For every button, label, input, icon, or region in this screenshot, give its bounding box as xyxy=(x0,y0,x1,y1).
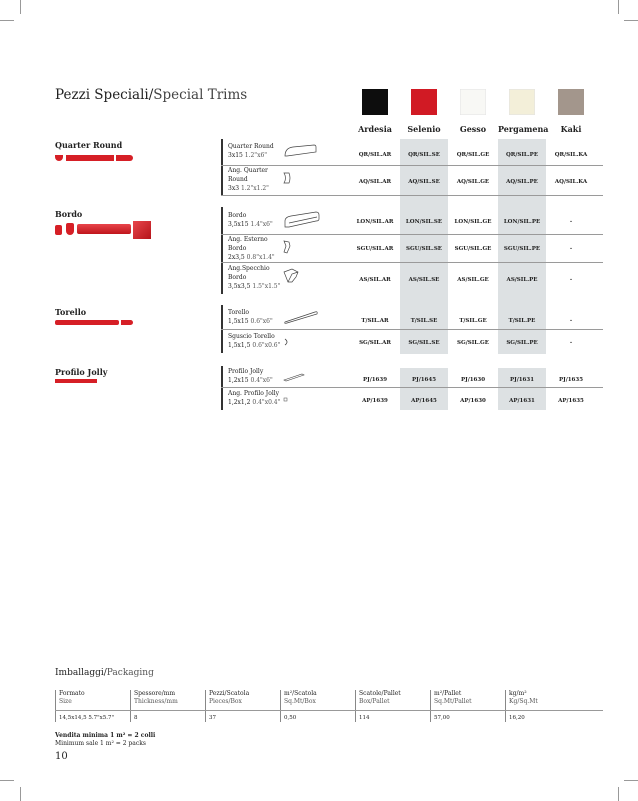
product-ang-specchio-bordo xyxy=(228,264,283,291)
product-code: SG/SIL.PE xyxy=(506,340,538,346)
quarter-round-image xyxy=(66,155,114,161)
sguscio-torello-image xyxy=(121,320,133,325)
product-code: QR/SIL.AR xyxy=(358,152,392,158)
bordo-angle-image xyxy=(66,223,74,235)
row-separator xyxy=(221,262,603,263)
product-name: Quarter Round xyxy=(228,143,274,150)
packaging-title-light: Packaging xyxy=(106,668,154,678)
crop-mark xyxy=(20,787,21,801)
product-name: Ang. Esterno Bordo xyxy=(228,236,268,252)
packaging-column-header xyxy=(434,690,472,706)
section-bordo: Bordo xyxy=(55,209,83,219)
product-ang-quarter-round xyxy=(228,166,283,193)
color-header-gesso: Gesso xyxy=(459,124,487,134)
bordo-mirror-angle-image xyxy=(133,221,151,239)
packaging-value: 37 xyxy=(209,715,216,721)
minimum-sale-note xyxy=(55,732,155,748)
product-code: AQ/SIL.AR xyxy=(358,179,392,185)
packaging-value: 114 xyxy=(359,715,370,721)
packaging-column-header xyxy=(359,690,401,706)
product-code: AS/SIL.GE xyxy=(457,277,489,283)
packaging-column-header xyxy=(59,690,85,706)
packaging-value: 8 xyxy=(134,715,138,721)
swatch-ardesia xyxy=(362,89,388,115)
title-light: Special Trims xyxy=(153,87,248,103)
header-english: Sq.Mt/Box xyxy=(284,698,316,705)
product-code: LON/SIL.AR xyxy=(356,219,394,225)
ang-esterno-bordo-drawing xyxy=(282,240,292,254)
packaging-column-header xyxy=(134,690,178,706)
group-bar-bordo xyxy=(221,207,223,294)
product-code: LON/SIL.PE xyxy=(503,219,541,225)
crop-mark xyxy=(624,20,638,21)
product-ang-profilo-jolly xyxy=(228,389,280,407)
quarter-round-drawing xyxy=(283,144,317,158)
title-bold: Pezzi Speciali/ xyxy=(55,87,154,103)
bordo-corner-image xyxy=(55,225,62,235)
section-profilo-jolly: Profilo Jolly xyxy=(55,367,108,377)
packaging-column-separator xyxy=(55,690,56,722)
product-quarter-round xyxy=(228,142,274,160)
product-name: Ang. Quarter Round xyxy=(228,167,268,183)
product-bordo xyxy=(228,211,273,229)
color-header-pergamena: Pergamena xyxy=(498,124,549,134)
product-ang-esterno-bordo xyxy=(228,235,283,262)
ang-specchio-bordo-drawing xyxy=(283,268,299,284)
product-code: SG/SIL.GE xyxy=(457,340,489,346)
page-number: 10 xyxy=(55,751,68,762)
packaging-value: 0,50 xyxy=(284,715,297,721)
packaging-column-header xyxy=(284,690,317,706)
packaging-column-separator xyxy=(280,690,281,722)
product-name: Torello xyxy=(228,309,250,316)
product-size: 2x3,5 xyxy=(228,254,245,261)
product-code: AS/SIL.PE xyxy=(506,277,538,283)
header-italian: Pezzi/Scatola xyxy=(209,690,250,697)
packaging-column-separator xyxy=(430,690,431,722)
header-english: Box/Pallet xyxy=(359,698,390,705)
product-code: SGU/SIL.PE xyxy=(503,246,541,252)
product-code: AQ/SIL.PE xyxy=(506,179,538,185)
product-dim: 1.5"x1.5" xyxy=(252,283,281,290)
product-name: Profilo Jolly xyxy=(228,368,264,375)
product-code: PJ/1635 xyxy=(558,377,584,383)
product-profilo-jolly xyxy=(228,367,273,385)
color-header-selenio: Selenio xyxy=(407,124,441,134)
profilo-jolly-drawing xyxy=(283,372,305,382)
product-code: - xyxy=(569,277,573,283)
product-dim: 0.6"x6" xyxy=(250,318,273,325)
group-bar-profilo-jolly xyxy=(221,366,223,410)
product-size: 3x3 xyxy=(228,185,240,192)
row-separator xyxy=(221,329,603,330)
row-separator xyxy=(221,195,603,196)
section-quarter-round: Quarter Round xyxy=(55,140,123,150)
packaging-title-bold: Imballaggi/ xyxy=(55,668,107,678)
packaging-value: 57,00 xyxy=(434,715,450,721)
product-code: QR/SIL.SE xyxy=(408,152,440,158)
product-dim: 1.4"x6" xyxy=(250,221,273,228)
packaging-title xyxy=(55,668,154,678)
product-code: - xyxy=(569,318,573,324)
product-code: AQ/SIL.SE xyxy=(408,179,440,185)
product-code: AP/1645 xyxy=(411,398,437,404)
product-code: PJ/1631 xyxy=(509,377,535,383)
header-italian: kg/m² xyxy=(509,690,527,697)
packaging-value: 14,5x14,5 5.7"x5.7" xyxy=(59,715,114,721)
quarter-round-end-image xyxy=(116,155,133,161)
product-code: SG/SIL.AR xyxy=(359,340,391,346)
product-code: LON/SIL.SE xyxy=(405,219,443,225)
header-italian: m²/Scatola xyxy=(284,690,317,697)
product-code: SGU/SIL.AR xyxy=(356,246,394,252)
product-name: Ang.Specchio Bordo xyxy=(228,265,270,281)
product-code: SGU/SIL.SE xyxy=(406,246,442,252)
product-dim: 0.4"x6" xyxy=(250,377,273,384)
product-code: T/SIL.GE xyxy=(459,318,487,324)
product-size: 3,5x3,5 xyxy=(228,283,251,290)
header-english: Kg/Sq.Mt xyxy=(509,698,538,705)
product-code: AP/1630 xyxy=(460,398,486,404)
product-code: T/SIL.PE xyxy=(508,318,536,324)
crop-mark xyxy=(624,780,638,781)
product-code: SG/SIL.SE xyxy=(408,340,440,346)
header-english: Sq.Mt/Pallet xyxy=(434,698,472,705)
profilo-jolly-image xyxy=(55,379,97,383)
product-dim: 0.6"x0.6" xyxy=(252,342,281,349)
ang-profilo-jolly-drawing xyxy=(283,397,289,403)
product-name: Sguscio Torello xyxy=(228,333,275,340)
packaging-column-header xyxy=(209,690,249,706)
product-code: LON/SIL.GE xyxy=(454,219,492,225)
crop-mark xyxy=(618,787,619,801)
packaging-value: 16,20 xyxy=(509,715,525,721)
product-code: T/SIL.AR xyxy=(361,318,389,324)
product-size: 3,5x15 xyxy=(228,221,249,228)
color-header-kaki: Kaki xyxy=(560,124,582,134)
product-size: 1,2x1,2 xyxy=(228,399,251,406)
ang-quarter-round-drawing xyxy=(282,172,292,184)
packaging-column-header xyxy=(509,690,538,706)
product-code: - xyxy=(569,246,573,252)
packaging-column-separator xyxy=(130,690,131,722)
product-name: Ang. Profilo Jolly xyxy=(228,390,280,397)
product-size: 1,5x15 xyxy=(228,318,249,325)
quarter-round-corner-image xyxy=(55,155,63,161)
product-sguscio-torello xyxy=(228,332,280,350)
product-code: AS/SIL.AR xyxy=(359,277,391,283)
product-code: AS/SIL.SE xyxy=(408,277,440,283)
header-italian: Formato xyxy=(59,690,85,697)
product-size: 1,2x15 xyxy=(228,377,249,384)
crop-mark xyxy=(20,0,21,14)
swatch-selenio xyxy=(411,89,437,115)
product-dim: 1.2"x6" xyxy=(244,152,268,159)
product-code: AQ/SIL.KA xyxy=(554,179,588,185)
header-italian: Spessore/mm xyxy=(134,690,176,697)
product-name: Bordo xyxy=(228,212,247,219)
torello-image xyxy=(55,320,119,325)
product-code: PJ/1630 xyxy=(460,377,486,383)
header-italian: Scatole/Pallet xyxy=(359,690,401,697)
header-english: Pieces/Box xyxy=(209,698,242,705)
product-code: - xyxy=(569,219,573,225)
crop-mark xyxy=(0,20,14,21)
packaging-column-separator xyxy=(355,690,356,722)
product-code: AP/1631 xyxy=(509,398,535,404)
product-code: - xyxy=(569,340,573,346)
product-code: AP/1639 xyxy=(362,398,388,404)
swatch-gesso xyxy=(460,89,486,115)
swatch-pergamena xyxy=(509,89,535,115)
product-code: QR/SIL.PE xyxy=(505,152,539,158)
product-dim: 0.8"x1.4" xyxy=(246,254,275,261)
product-dim: 1.2"x1.2" xyxy=(240,185,269,192)
product-code: SGU/SIL.GE xyxy=(454,246,492,252)
product-size: 3x15 xyxy=(228,152,243,159)
page-title xyxy=(55,87,247,103)
header-english: Thickness/mm xyxy=(134,698,178,705)
packaging-column-separator xyxy=(505,690,506,722)
group-bar-quarter-round xyxy=(221,139,223,196)
section-torello: Torello xyxy=(55,307,87,317)
product-torello xyxy=(228,308,273,326)
torello-drawing xyxy=(283,310,319,324)
product-code: PJ/1645 xyxy=(411,377,437,383)
product-code: AQ/SIL.GE xyxy=(456,179,490,185)
product-code: PJ/1639 xyxy=(362,377,388,383)
packaging-column-separator xyxy=(205,690,206,722)
product-size: 1,5x1,5 xyxy=(228,342,251,349)
sguscio-torello-drawing xyxy=(283,338,291,346)
product-code: T/SIL.SE xyxy=(410,318,438,324)
color-header-ardesia: Ardesia xyxy=(358,124,392,134)
crop-mark xyxy=(618,0,619,14)
product-code: QR/SIL.GE xyxy=(456,152,490,158)
bordo-image xyxy=(77,224,131,234)
header-italian: m²/Pallet xyxy=(434,690,462,697)
row-separator xyxy=(221,387,603,388)
note-italian: Vendita minima 1 m² = 2 colli xyxy=(55,732,156,739)
header-english: Size xyxy=(59,698,72,705)
product-code: AP/1635 xyxy=(558,398,584,404)
packaging-rule xyxy=(55,710,603,711)
note-english: Minimum sale 1 m² = 2 packs xyxy=(55,740,146,747)
crop-mark xyxy=(0,780,14,781)
bordo-drawing xyxy=(283,211,321,229)
product-dim: 0.4"x0.4" xyxy=(252,399,281,406)
swatch-kaki xyxy=(558,89,584,115)
product-code: QR/SIL.KA xyxy=(554,152,588,158)
